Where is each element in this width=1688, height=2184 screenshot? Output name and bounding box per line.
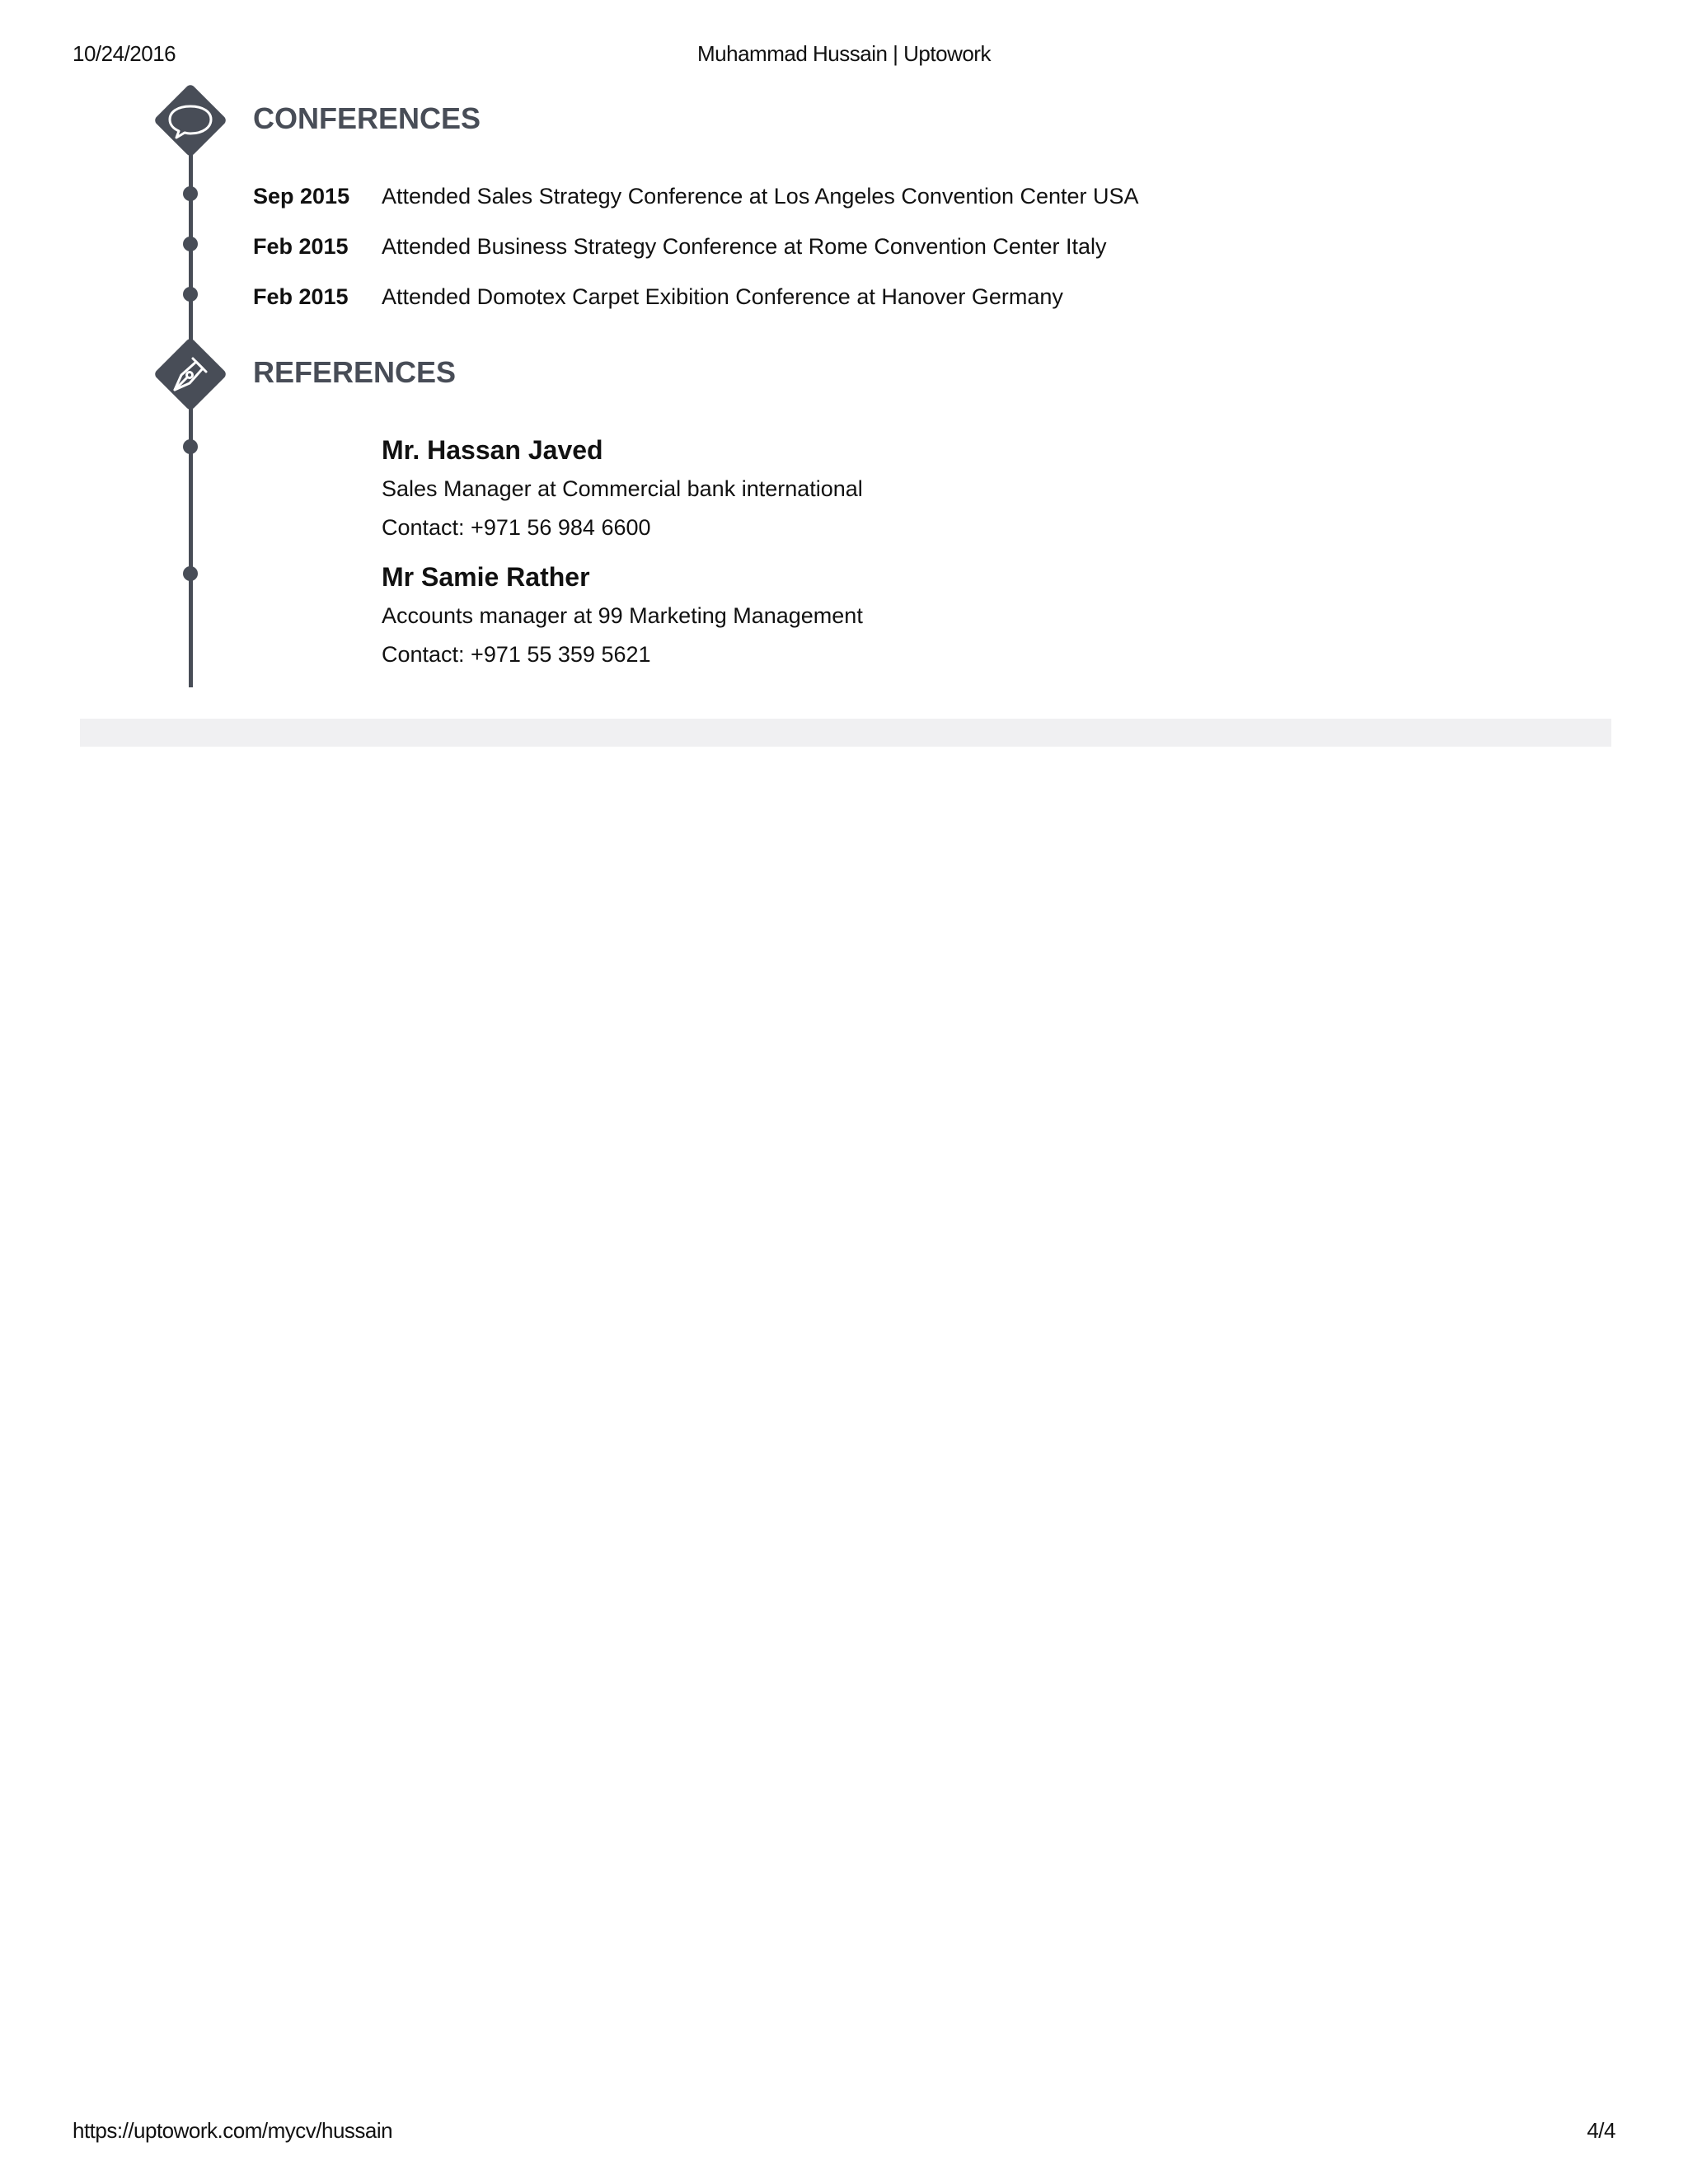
reference-position: Sales Manager at Commercial bank international [382,476,863,501]
conferences-section-icon [145,75,236,166]
timeline-dot [183,439,198,454]
reference-contact: Contact: +971 55 359 5621 [382,642,651,667]
conference-description: Attended Business Strategy Conference at Rome Convention Center Italy [382,234,1107,259]
reference-name: Mr Samie Rather [382,562,590,592]
print-header-date: 10/24/2016 [73,41,176,66]
conferences-title: CONFERENCES [253,101,481,135]
reference-position: Accounts manager at 99 Marketing Management [382,603,863,628]
reference-name: Mr. Hassan Javed [382,435,603,465]
resume-footer-bar [80,719,1611,747]
timeline-dot [183,287,198,302]
timeline-dot [183,566,198,581]
speech-bubble-icon [145,75,236,166]
references-title: REFERENCES [253,355,457,389]
references-section-icon [145,329,236,419]
conference-date: Feb 2015 [253,284,349,309]
print-footer-url: https://uptowork.com/mycv/hussain [73,2118,393,2143]
conference-date: Sep 2015 [253,184,350,209]
conference-description: Attended Domotex Carpet Exibition Conference at Hanover Germany [382,284,1063,309]
reference-contact: Contact: +971 56 984 6600 [382,515,651,540]
print-header-title: Muhammad Hussain | Uptowork [697,41,991,66]
conference-date: Feb 2015 [253,234,349,259]
pen-nib-icon [145,329,236,419]
conference-description: Attended Sales Strategy Conference at Los Angeles Convention Center USA [382,184,1139,209]
timeline-dot [183,237,198,251]
print-footer-page-number: 4/4 [1587,2118,1615,2143]
timeline-dot [183,186,198,201]
